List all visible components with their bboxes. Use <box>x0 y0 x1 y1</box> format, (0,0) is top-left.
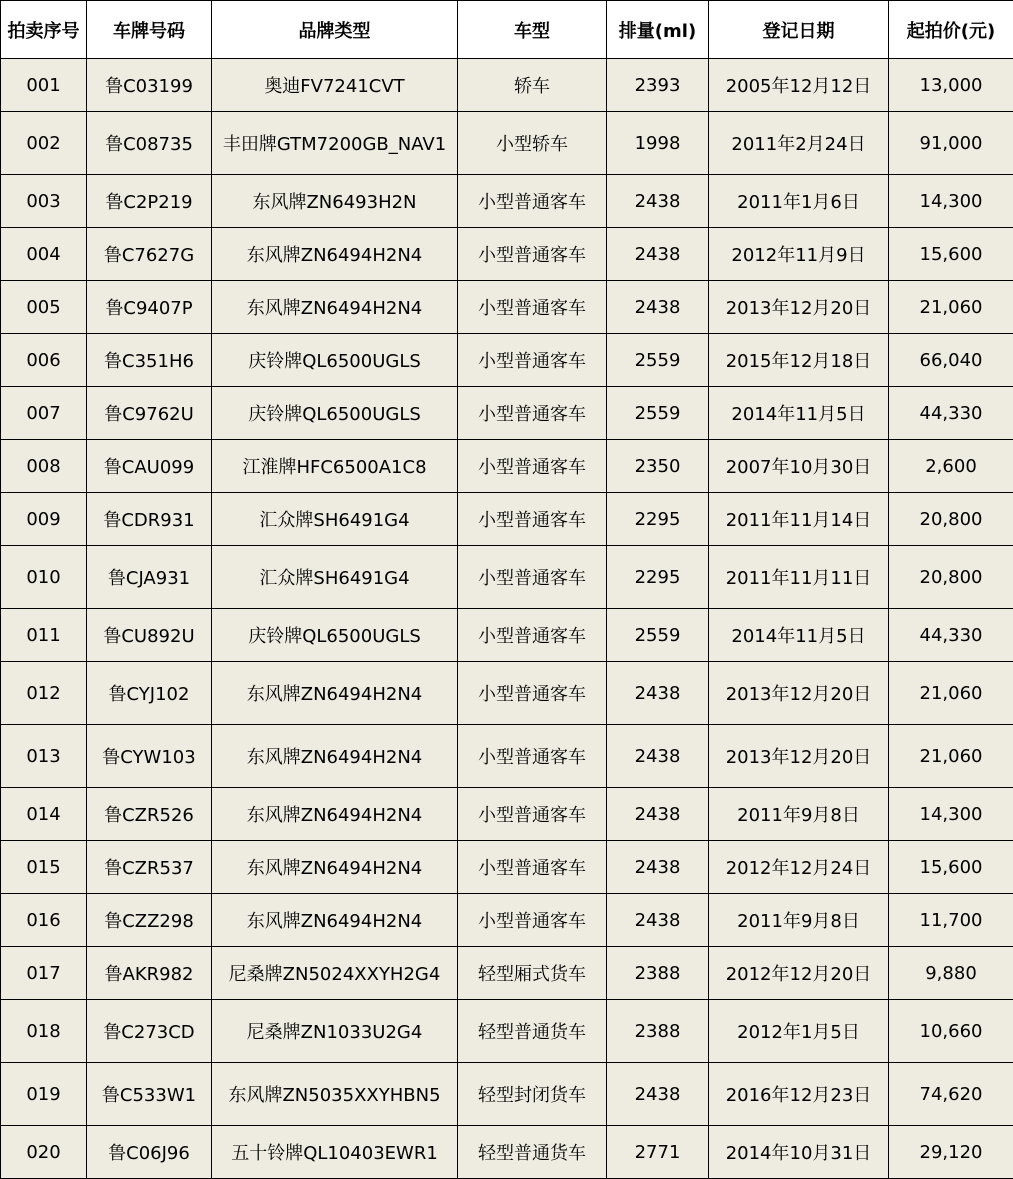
table-row <box>1 662 1013 725</box>
registration-date-cell: 2005年12月12日 <box>709 59 889 112</box>
displacement-cell: 2438 <box>607 1063 709 1126</box>
registration-date-cell: 2011年11月14日 <box>709 493 889 546</box>
starting-price-cell: 91,000 <box>889 112 1013 175</box>
registration-date-cell: 2011年2月24日 <box>709 112 889 175</box>
brand-model-cell: 丰田牌GTM7200GB_NAV1 <box>212 112 458 175</box>
registration-date-cell: 2012年1月5日 <box>709 1000 889 1063</box>
vehicle-type-cell: 小型普通客车 <box>458 281 607 334</box>
registration-date-cell: 2011年9月8日 <box>709 894 889 947</box>
plate-number-cell: 鲁C9407P <box>87 281 212 334</box>
lot-number-cell: 009 <box>1 493 87 546</box>
lot-number-cell: 020 <box>1 1126 87 1179</box>
table-body <box>1 59 1013 1179</box>
brand-model-cell: 五十铃牌QL10403EWR1 <box>212 1126 458 1179</box>
displacement-cell: 2295 <box>607 493 709 546</box>
table-row <box>1 228 1013 281</box>
registration-date-cell: 2012年12月24日 <box>709 841 889 894</box>
header-displacement: 排量(ml) <box>607 1 709 59</box>
registration-date-cell: 2014年10月31日 <box>709 1126 889 1179</box>
plate-number-cell: 鲁AKR982 <box>87 947 212 1000</box>
starting-price-cell: 14,300 <box>889 175 1013 228</box>
starting-price-cell: 20,800 <box>889 493 1013 546</box>
starting-price-cell: 21,060 <box>889 662 1013 725</box>
plate-number-cell: 鲁C03199 <box>87 59 212 112</box>
table-row <box>1 609 1013 662</box>
header-brand-model: 品牌类型 <box>212 1 458 59</box>
table-row <box>1 788 1013 841</box>
table-row <box>1 112 1013 175</box>
vehicle-type-cell: 小型普通客车 <box>458 788 607 841</box>
table-row <box>1 725 1013 788</box>
table-row <box>1 281 1013 334</box>
header-row <box>1 1 1013 59</box>
brand-model-cell: 东风牌ZN5035XXYHBN5 <box>212 1063 458 1126</box>
starting-price-cell: 10,660 <box>889 1000 1013 1063</box>
registration-date-cell: 2013年12月20日 <box>709 725 889 788</box>
displacement-cell: 2438 <box>607 841 709 894</box>
lot-number-cell: 013 <box>1 725 87 788</box>
brand-model-cell: 汇众牌SH6491G4 <box>212 546 458 609</box>
displacement-cell: 2559 <box>607 609 709 662</box>
registration-date-cell: 2016年12月23日 <box>709 1063 889 1126</box>
vehicle-type-cell: 小型普通客车 <box>458 175 607 228</box>
registration-date-cell: 2011年9月8日 <box>709 788 889 841</box>
vehicle-type-cell: 小型普通客车 <box>458 725 607 788</box>
lot-number-cell: 012 <box>1 662 87 725</box>
displacement-cell: 2438 <box>607 281 709 334</box>
table-row <box>1 841 1013 894</box>
lot-number-cell: 014 <box>1 788 87 841</box>
vehicle-type-cell: 小型普通客车 <box>458 609 607 662</box>
lot-number-cell: 016 <box>1 894 87 947</box>
displacement-cell: 2350 <box>607 440 709 493</box>
starting-price-cell: 66,040 <box>889 334 1013 387</box>
registration-date-cell: 2012年12月20日 <box>709 947 889 1000</box>
displacement-cell: 2388 <box>607 1000 709 1063</box>
plate-number-cell: 鲁C533W1 <box>87 1063 212 1126</box>
brand-model-cell: 东风牌ZN6494H2N4 <box>212 228 458 281</box>
lot-number-cell: 011 <box>1 609 87 662</box>
header-registration-date: 登记日期 <box>709 1 889 59</box>
displacement-cell: 2438 <box>607 228 709 281</box>
lot-number-cell: 015 <box>1 841 87 894</box>
displacement-cell: 2438 <box>607 788 709 841</box>
registration-date-cell: 2015年12月18日 <box>709 334 889 387</box>
table-row <box>1 440 1013 493</box>
starting-price-cell: 20,800 <box>889 546 1013 609</box>
plate-number-cell: 鲁C08735 <box>87 112 212 175</box>
vehicle-type-cell: 小型普通客车 <box>458 662 607 725</box>
displacement-cell: 2438 <box>607 175 709 228</box>
vehicle-type-cell: 小型轿车 <box>458 112 607 175</box>
lot-number-cell: 006 <box>1 334 87 387</box>
brand-model-cell: 尼桑牌ZN1033U2G4 <box>212 1000 458 1063</box>
vehicle-type-cell: 小型普通客车 <box>458 894 607 947</box>
plate-number-cell: 鲁CJA931 <box>87 546 212 609</box>
displacement-cell: 2295 <box>607 546 709 609</box>
starting-price-cell: 21,060 <box>889 281 1013 334</box>
table-row <box>1 947 1013 1000</box>
plate-number-cell: 鲁CU892U <box>87 609 212 662</box>
plate-number-cell: 鲁CYJ102 <box>87 662 212 725</box>
table-row <box>1 1063 1013 1126</box>
displacement-cell: 1998 <box>607 112 709 175</box>
brand-model-cell: 江淮牌HFC6500A1C8 <box>212 440 458 493</box>
lot-number-cell: 002 <box>1 112 87 175</box>
starting-price-cell: 29,120 <box>889 1126 1013 1179</box>
brand-model-cell: 东风牌ZN6494H2N4 <box>212 281 458 334</box>
displacement-cell: 2559 <box>607 387 709 440</box>
brand-model-cell: 庆铃牌QL6500UGLS <box>212 387 458 440</box>
plate-number-cell: 鲁CZR537 <box>87 841 212 894</box>
displacement-cell: 2438 <box>607 725 709 788</box>
plate-number-cell: 鲁CAU099 <box>87 440 212 493</box>
brand-model-cell: 东风牌ZN6494H2N4 <box>212 788 458 841</box>
vehicle-type-cell: 小型普通客车 <box>458 334 607 387</box>
registration-date-cell: 2014年11月5日 <box>709 387 889 440</box>
lot-number-cell: 010 <box>1 546 87 609</box>
brand-model-cell: 东风牌ZN6493H2N <box>212 175 458 228</box>
lot-number-cell: 004 <box>1 228 87 281</box>
header-vehicle-type: 车型 <box>458 1 607 59</box>
vehicle-type-cell: 小型普通客车 <box>458 546 607 609</box>
vehicle-type-cell: 轿车 <box>458 59 607 112</box>
table-row <box>1 334 1013 387</box>
table-row <box>1 1000 1013 1063</box>
plate-number-cell: 鲁C351H6 <box>87 334 212 387</box>
starting-price-cell: 74,620 <box>889 1063 1013 1126</box>
plate-number-cell: 鲁CYW103 <box>87 725 212 788</box>
brand-model-cell: 东风牌ZN6494H2N4 <box>212 662 458 725</box>
lot-number-cell: 018 <box>1 1000 87 1063</box>
vehicle-type-cell: 小型普通客车 <box>458 387 607 440</box>
plate-number-cell: 鲁C273CD <box>87 1000 212 1063</box>
starting-price-cell: 44,330 <box>889 609 1013 662</box>
brand-model-cell: 东风牌ZN6494H2N4 <box>212 894 458 947</box>
plate-number-cell: 鲁CZZ298 <box>87 894 212 947</box>
starting-price-cell: 15,600 <box>889 841 1013 894</box>
plate-number-cell: 鲁C9762U <box>87 387 212 440</box>
vehicle-type-cell: 小型普通客车 <box>458 841 607 894</box>
starting-price-cell: 9,880 <box>889 947 1013 1000</box>
vehicle-type-cell: 小型普通客车 <box>458 228 607 281</box>
vehicle-type-cell: 轻型普通货车 <box>458 1000 607 1063</box>
header-plate-number: 车牌号码 <box>87 1 212 59</box>
registration-date-cell: 2011年1月6日 <box>709 175 889 228</box>
table-row <box>1 546 1013 609</box>
lot-number-cell: 017 <box>1 947 87 1000</box>
registration-date-cell: 2013年12月20日 <box>709 281 889 334</box>
displacement-cell: 2559 <box>607 334 709 387</box>
brand-model-cell: 庆铃牌QL6500UGLS <box>212 334 458 387</box>
vehicle-type-cell: 轻型普通货车 <box>458 1126 607 1179</box>
table-header <box>1 1 1013 59</box>
registration-date-cell: 2011年11月11日 <box>709 546 889 609</box>
lot-number-cell: 001 <box>1 59 87 112</box>
displacement-cell: 2388 <box>607 947 709 1000</box>
table-row <box>1 493 1013 546</box>
registration-date-cell: 2007年10月30日 <box>709 440 889 493</box>
lot-number-cell: 008 <box>1 440 87 493</box>
brand-model-cell: 东风牌ZN6494H2N4 <box>212 725 458 788</box>
starting-price-cell: 15,600 <box>889 228 1013 281</box>
starting-price-cell: 13,000 <box>889 59 1013 112</box>
starting-price-cell: 21,060 <box>889 725 1013 788</box>
vehicle-type-cell: 轻型封闭货车 <box>458 1063 607 1126</box>
brand-model-cell: 尼桑牌ZN5024XXYH2G4 <box>212 947 458 1000</box>
lot-number-cell: 003 <box>1 175 87 228</box>
header-starting-price: 起拍价(元) <box>889 1 1013 59</box>
lot-number-cell: 019 <box>1 1063 87 1126</box>
displacement-cell: 2438 <box>607 662 709 725</box>
vehicle-type-cell: 轻型厢式货车 <box>458 947 607 1000</box>
plate-number-cell: 鲁CZR526 <box>87 788 212 841</box>
table-row <box>1 894 1013 947</box>
brand-model-cell: 汇众牌SH6491G4 <box>212 493 458 546</box>
starting-price-cell: 11,700 <box>889 894 1013 947</box>
plate-number-cell: 鲁CDR931 <box>87 493 212 546</box>
vehicle-type-cell: 小型普通客车 <box>458 493 607 546</box>
plate-number-cell: 鲁C2P219 <box>87 175 212 228</box>
starting-price-cell: 44,330 <box>889 387 1013 440</box>
plate-number-cell: 鲁C7627G <box>87 228 212 281</box>
brand-model-cell: 奥迪FV7241CVT <box>212 59 458 112</box>
lot-number-cell: 005 <box>1 281 87 334</box>
displacement-cell: 2393 <box>607 59 709 112</box>
starting-price-cell: 14,300 <box>889 788 1013 841</box>
table-row <box>1 175 1013 228</box>
table-row <box>1 59 1013 112</box>
header-lot-number: 拍卖序号 <box>1 1 87 59</box>
registration-date-cell: 2012年11月9日 <box>709 228 889 281</box>
displacement-cell: 2438 <box>607 894 709 947</box>
table-row <box>1 387 1013 440</box>
starting-price-cell: 2,600 <box>889 440 1013 493</box>
vehicle-type-cell: 小型普通客车 <box>458 440 607 493</box>
registration-date-cell: 2013年12月20日 <box>709 662 889 725</box>
brand-model-cell: 庆铃牌QL6500UGLS <box>212 609 458 662</box>
registration-date-cell: 2014年11月5日 <box>709 609 889 662</box>
brand-model-cell: 东风牌ZN6494H2N4 <box>212 841 458 894</box>
displacement-cell: 2771 <box>607 1126 709 1179</box>
plate-number-cell: 鲁C06J96 <box>87 1126 212 1179</box>
table-row <box>1 1126 1013 1179</box>
lot-number-cell: 007 <box>1 387 87 440</box>
